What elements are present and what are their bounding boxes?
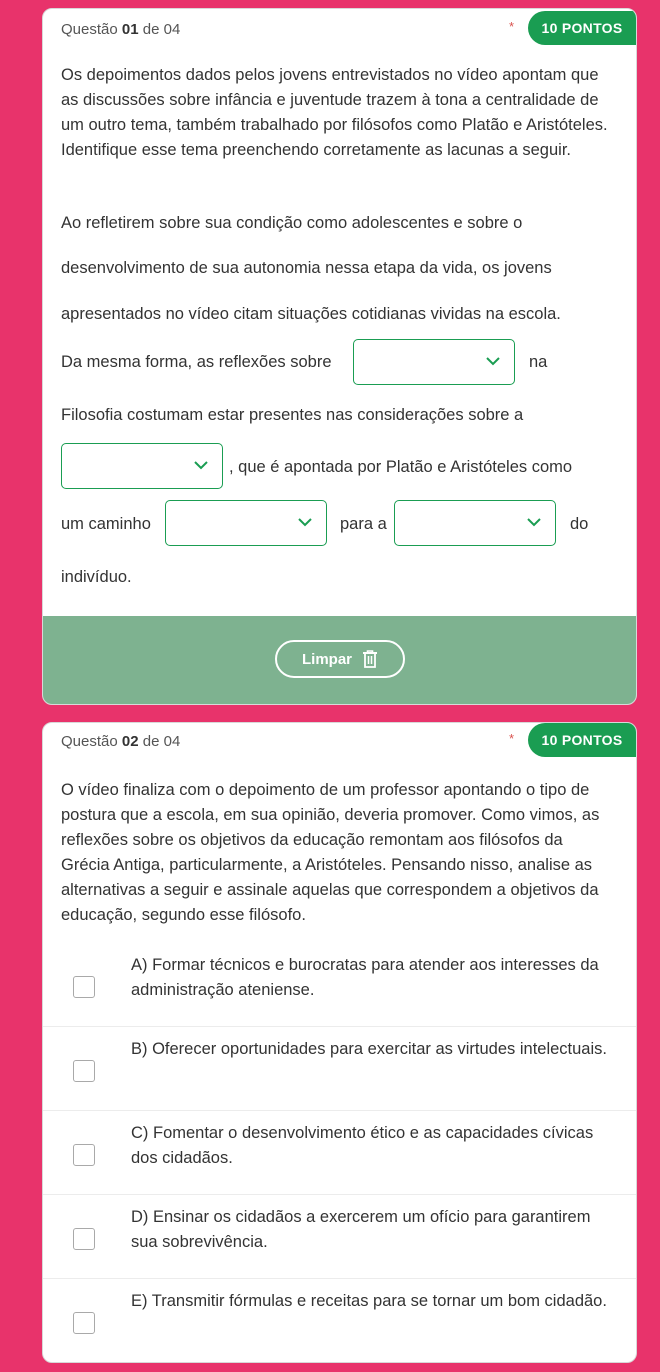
chevron-down-icon — [194, 461, 208, 470]
question-header — [61, 21, 180, 38]
clear-button-label: Limpar — [301, 650, 352, 668]
required-mark: * — [509, 731, 515, 746]
text-line: na — [529, 353, 548, 371]
question-label: Questão — [61, 733, 118, 750]
option-text: B) Oferecer oportunidades para exercitar as virtudes intelectuais. — [131, 1040, 607, 1058]
text-line: indivíduo. — [61, 568, 132, 586]
text-line: , que é apontada por Platão e Aristóteles como — [229, 458, 573, 476]
list-item-option-a[interactable] — [43, 942, 636, 1027]
option-text: E) Transmitir fórmulas e receitas para se tornar um bom cidadão. — [131, 1292, 607, 1310]
chevron-down-icon — [486, 357, 500, 366]
list-item-option-c[interactable] — [43, 1110, 636, 1195]
text-line: desenvolvimento de sua autonomia nessa etapa da vida, os jovens — [61, 259, 552, 277]
text-line: para a — [340, 515, 387, 533]
chevron-down-icon — [527, 518, 541, 527]
question-card-1 — [42, 8, 637, 705]
option-checkbox[interactable] — [73, 1060, 95, 1082]
question-number: 02 — [121, 733, 139, 750]
question-label: Questão — [61, 21, 118, 38]
question-header — [61, 733, 180, 750]
question-footer — [43, 616, 636, 704]
list-item-option-d[interactable] — [43, 1194, 636, 1279]
text-line: um caminho — [61, 515, 151, 533]
trash-icon — [362, 650, 378, 668]
option-text: A) Formar técnicos e burocratas para atender aos interesses da administração ateniense. — [131, 956, 599, 999]
question-total: de 04 — [142, 733, 181, 750]
text-line: apresentados no vídeo citam situações cotidianas vividas na escola. — [61, 305, 561, 323]
points-badge: 10 PONTOS — [528, 723, 636, 757]
blank-dropdown-3[interactable] — [165, 500, 327, 546]
blank-dropdown-2[interactable] — [61, 443, 223, 489]
option-checkbox[interactable] — [73, 1312, 95, 1334]
text-line: Filosofia costumam estar presentes nas considerações sobre a — [61, 406, 524, 424]
option-checkbox[interactable] — [73, 976, 95, 998]
list-item-option-b[interactable] — [43, 1026, 636, 1111]
question-prompt: O vídeo finaliza com o depoimento de um professor apontando o tipo de postura que a escola, em sua opinião, deveria promover. Como vimos, as reflexões sobre os objetivos da educação remontam aos filósofos da Grécia Antiga, particularmente, a Aristóteles. Pensando nisso, analise as alternativas a seguir e assinale aquelas que correspondem a objetivos da educação, segundo esse filósofo. — [61, 781, 600, 924]
chevron-down-icon — [298, 518, 312, 527]
question-prompt: Os depoimentos dados pelos jovens entrevistados no vídeo apontam que as discussões sobre infância e juventude trazem à tona a centralidade de um outro tema, também trabalhado por filósofos como Platão e Aristóteles. Identifique esse tema preenchendo corretamente as lacunas a seguir. — [61, 66, 608, 159]
question-card-2 — [42, 722, 637, 1363]
option-text: D) Ensinar os cidadãos a exercerem um ofício para garantirem sua sobrevivência. — [131, 1208, 591, 1251]
text-line: Da mesma forma, as reflexões sobre — [61, 353, 332, 371]
blank-dropdown-1[interactable] — [353, 339, 515, 385]
question-total: de 04 — [142, 21, 181, 38]
points-badge: 10 PONTOS — [528, 11, 636, 45]
required-mark: * — [509, 19, 515, 34]
option-checkbox[interactable] — [73, 1228, 95, 1250]
blank-dropdown-4[interactable] — [394, 500, 556, 546]
clear-button[interactable] — [275, 640, 405, 678]
question-number: 01 — [121, 21, 139, 38]
text-line: do — [570, 515, 589, 533]
list-item-option-e[interactable] — [43, 1278, 636, 1362]
option-text: C) Fomentar o desenvolvimento ético e as capacidades cívicas dos cidadãos. — [131, 1124, 594, 1167]
text-line: Ao refletirem sobre sua condição como adolescentes e sobre o — [61, 214, 523, 232]
option-checkbox[interactable] — [73, 1144, 95, 1166]
